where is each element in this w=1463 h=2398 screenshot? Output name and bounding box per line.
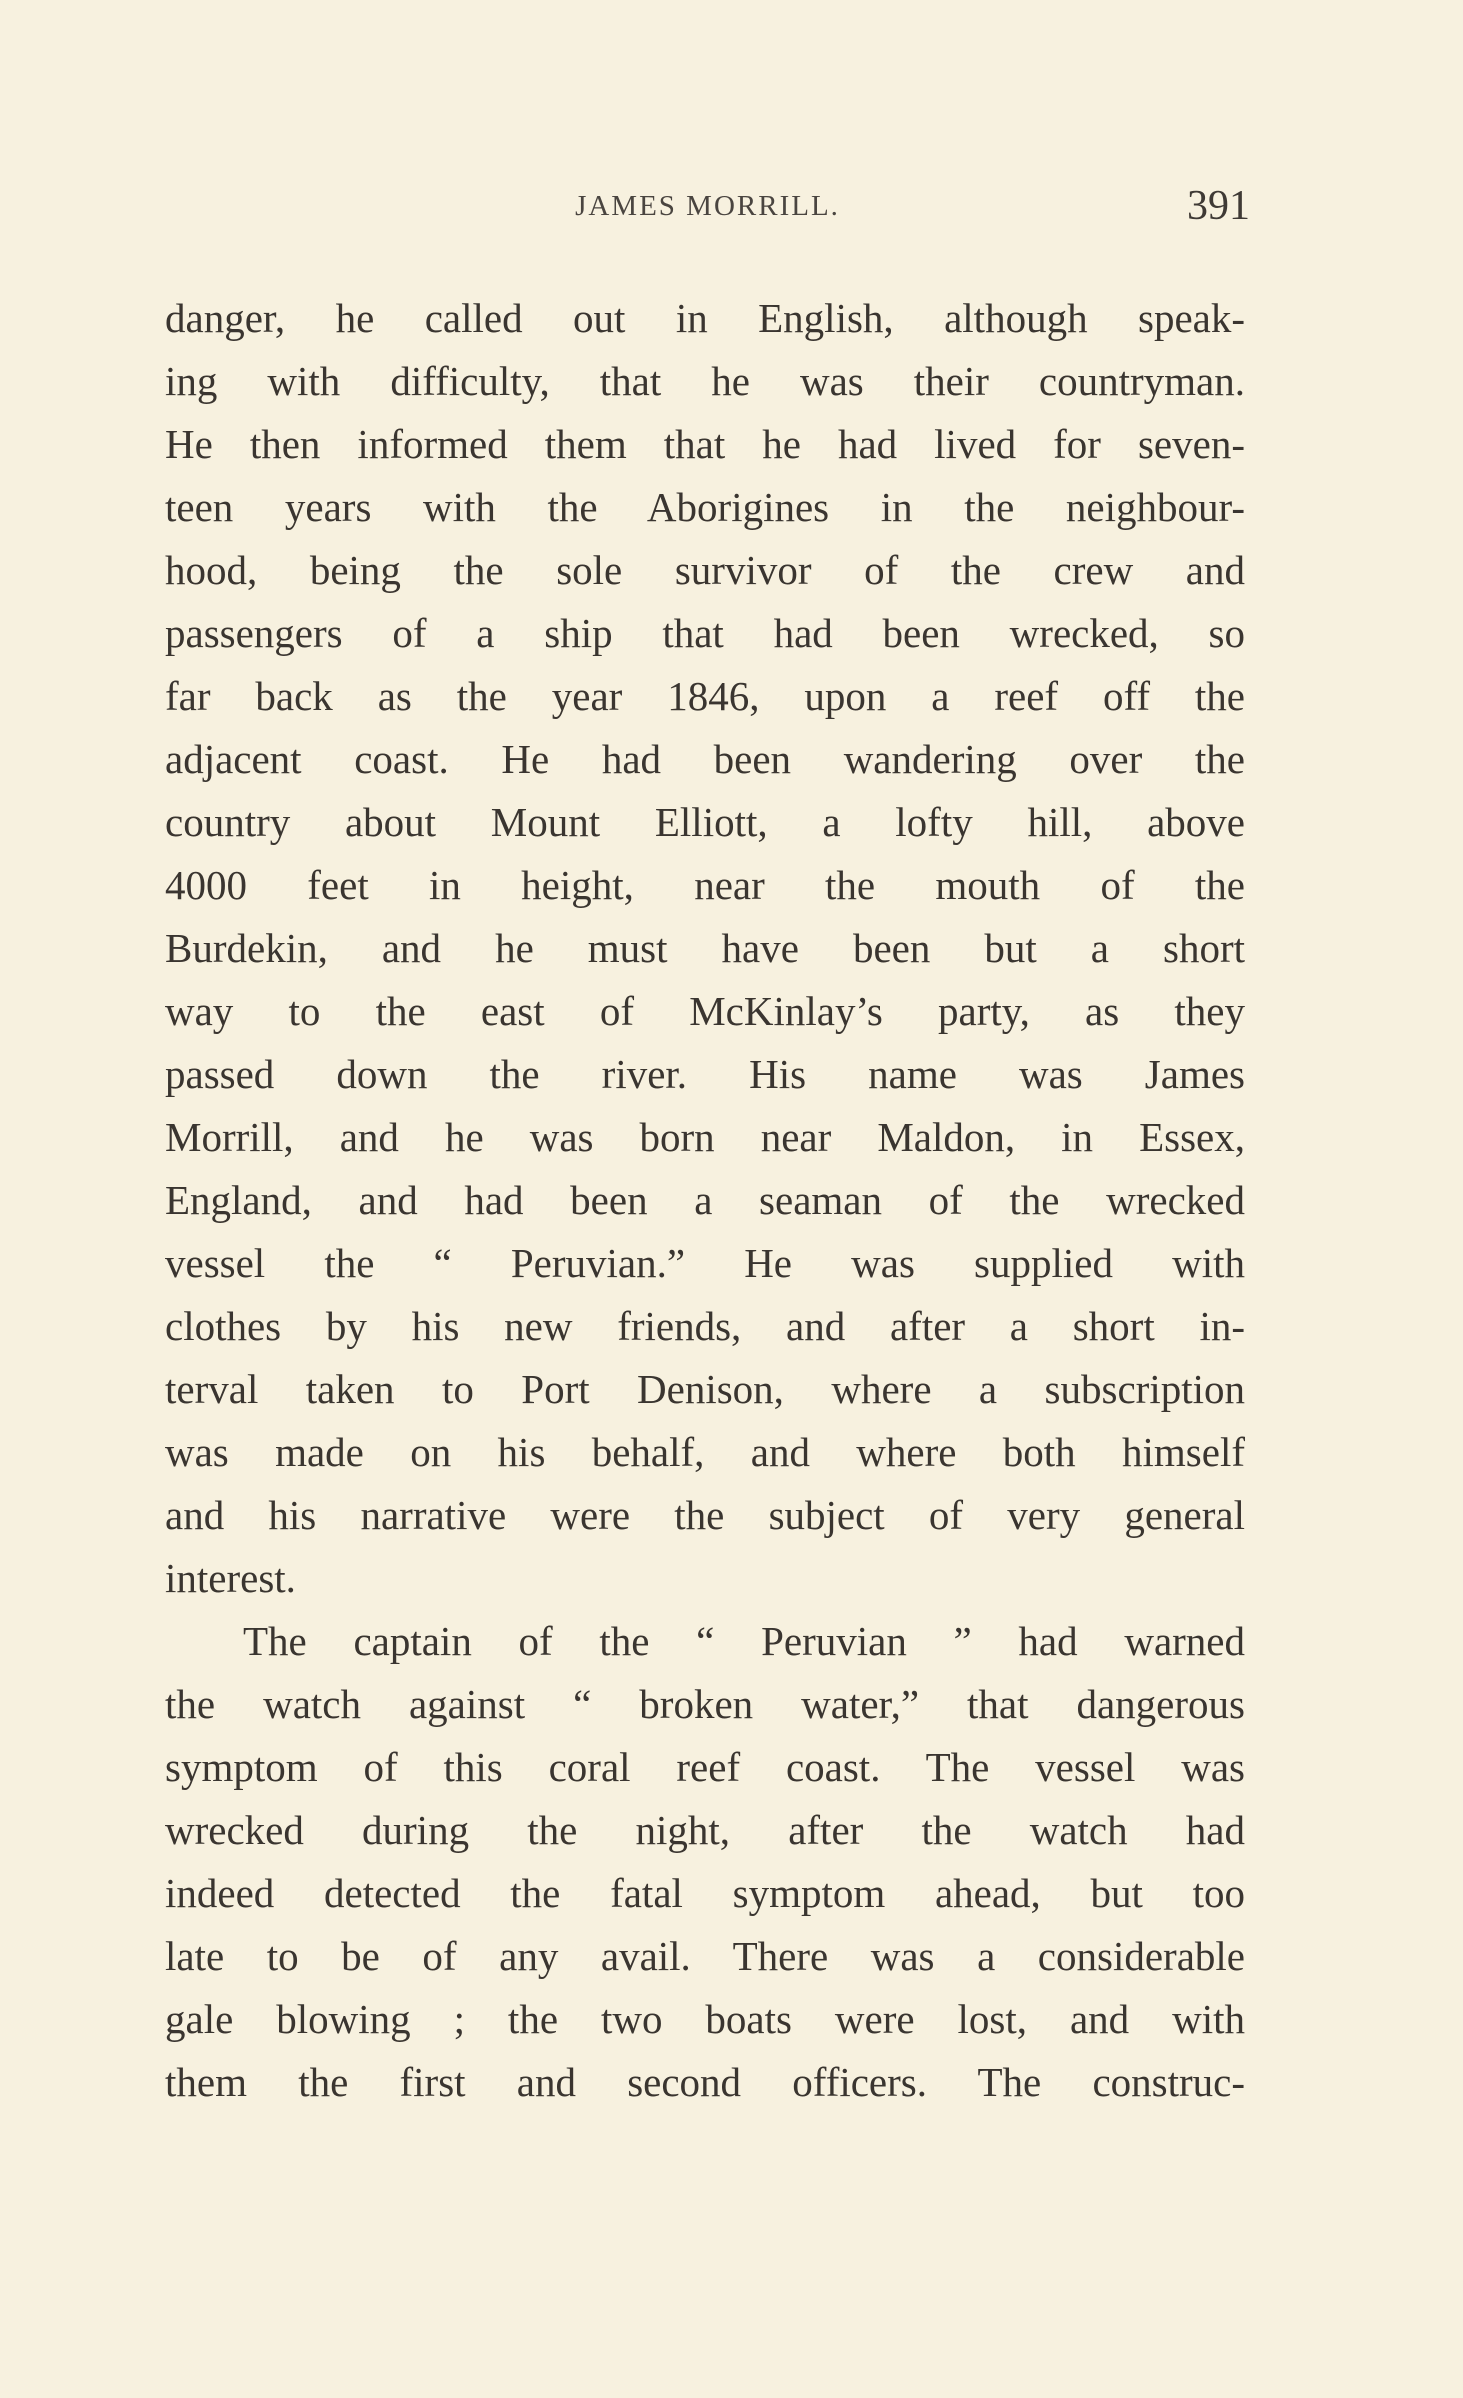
text-line: danger, he called out in English, although speak- [165,295,1245,341]
text-line: country about Mount Elliott, a lofty hill, above [165,799,1245,845]
text-line: clothes by his new friends, and after a short in- [165,1303,1245,1349]
running-head: JAMES MORRILL. [575,190,840,222]
text-line: vessel the “ Peruvian.” He was supplied with [165,1240,1245,1286]
text-line: Burdekin, and he must have been but a short [165,925,1245,971]
text-line: England, and had been a seaman of the wrecked [165,1177,1245,1223]
text-line: passengers of a ship that had been wrecked, so [165,610,1245,656]
text-line: indeed detected the fatal symptom ahead, but too [165,1870,1245,1916]
page-number: 391 [1187,183,1250,229]
body-text [165,287,1245,2114]
text-line: them the first and second officers. The construc- [165,2059,1245,2105]
text-line: The captain of the “ Peruvian ” had warned [243,1618,1245,1664]
text-line: late to be of any avail. There was a considerable [165,1933,1245,1979]
text-line: far back as the year 1846, upon a reef off the [165,673,1245,719]
text-line: was made on his behalf, and where both himself [165,1429,1245,1475]
text-line: 4000 feet in height, near the mouth of the [165,862,1245,908]
text-line: gale blowing ; the two boats were lost, and with [165,1996,1245,2042]
text-line: teen years with the Aborigines in the neighbour- [165,484,1245,530]
text-line: He then informed them that he had lived for seven- [165,421,1245,467]
text-line: interest. [165,1555,296,1601]
text-line: Morrill, and he was born near Maldon, in Essex, [165,1114,1245,1160]
text-line: wrecked during the night, after the watch had [165,1807,1245,1853]
text-line: adjacent coast. He had been wandering over the [165,736,1245,782]
text-line: passed down the river. His name was James [165,1051,1245,1097]
text-line: the watch against “ broken water,” that dangerous [165,1681,1245,1727]
text-line: and his narrative were the subject of very general [165,1492,1245,1538]
text-line: terval taken to Port Denison, where a subscription [165,1366,1245,1412]
text-line: way to the east of McKinlay’s party, as they [165,988,1245,1034]
text-line: hood, being the sole survivor of the crew and [165,547,1245,593]
text-line: symptom of this coral reef coast. The vessel was [165,1744,1245,1790]
page-header [165,182,1250,242]
text-line: ing with difficulty, that he was their countryman. [165,358,1245,404]
